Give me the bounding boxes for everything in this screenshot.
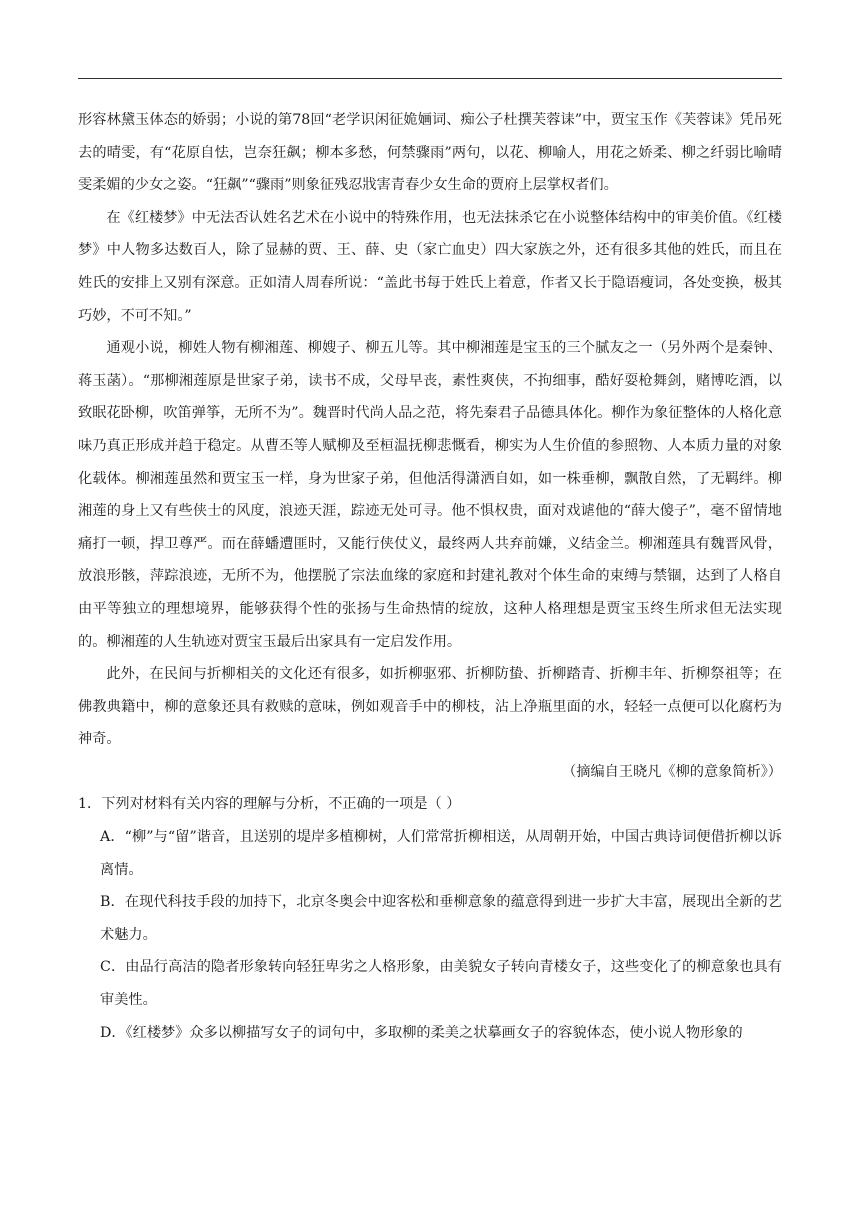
paragraph-3: 通观小说，柳姓人物有柳湘莲、柳嫂子、柳五儿等。其中柳湘莲是宝玉的三个腻友之一（另外两个是秦钟、蒋玉菡）。“那柳湘莲原是世家子弟，读书不成，父母早丧，素性爽侠，不拘细事，酷好耍枪舞剑，赌博吃酒，以致眠花卧柳，吹笛弹筝，无所不为”。魏晋时代尚人品之范，将先秦君子品德具体化。柳作为象征整体的人格化意味乃真正形成并趋于稳定。从曹丕等人赋柳及至桓温抚柳悲慨看，柳实为人生价值的参照物、人本质力量的对象化载体。柳湘莲虽然和贾宝玉一样，身为世家子弟，但他活得潇洒自如，如一株垂柳，飘散自然，了无羁绊。柳湘莲的身上又有些侠士的风度，浪迹天涯，踪迹无处可寻。他不惧权贵，面对戏谑他的“薛大傻子”，毫不留情地痛打一顿，捍卫尊严。而在薛蟠遭匪时，又能行侠仗义，最终两人共弃前嫌，义结金兰。柳湘莲具有魏晋风骨，放浪形骸，萍踪浪迹，无所不为，他摆脱了宗法血缘的家庭和封建礼教对个体生命的束缚与禁锢，达到了人格自由平等独立的理想境界，能够获得个性的张扬与生命热情的绽放，这种人格理想是贾宝玉终生所求但无法实现的。柳湘莲的人生轨迹对贾宝玉最后出家具有一定启发作用。 [78, 340, 782, 650]
source-citation: （摘编自王晓凡《柳的意象简析》） [562, 763, 782, 780]
option-a: A．“柳”与“留”谐音，且送别的堤岸多植柳树，人们常常折柳相送，从周朝开始，中国古典诗词便借折柳以诉离情。 [100, 829, 782, 878]
paragraph-1: 形容林黛玉体态的娇弱；小说的第78回“老学识闲征姽婳词、痴公子杜撰芙蓉诔”中，贾宝玉作《芙蓉诔》凭吊死去的晴雯，有“花原自怯，岂奈狂飙；柳本多愁，何禁骤雨”两句，以花、柳喻人，用花之娇柔、柳之纤弱比喻晴雯柔媚的少女之姿。“狂飙”“骤雨”则象征残忍戕害青春少女生命的贾府上层掌权者们。 [78, 112, 782, 194]
option-c: C．由品行高洁的隐者形象转向轻狂卑劣之人格形象，由美貌女子转向青楼女子，这些变化了的柳意象也具有审美性。 [100, 959, 782, 1009]
header-rule [78, 78, 782, 79]
option-b: B．在现代科技手段的加持下，北京冬奥会中迎客松和垂柳意象的蕴意得到进一步扩大丰富，展现出全新的艺术魅力。 [100, 894, 782, 943]
document-body [78, 104, 782, 1049]
paragraph-4: 此外，在民间与折柳相关的文化还有很多，如折柳驱邪、折柳防蛰、折柳踏青、折柳丰年、折柳祭祖等；在佛教典籍中，柳的意象还具有救赎的意味，例如观音手中的柳枝，沾上净瓶里面的水，轻轻一点便可以化腐朽为神奇。 [78, 666, 782, 748]
paragraph-2: 在《红楼梦》中无法否认姓名艺术在小说中的特殊作用，也无法抹杀它在小说整体结构中的审美价值。《红楼梦》中人物多达数百人，除了显赫的贾、王、薛、史（家亡血史）四大家族之外，还有很多其他的姓氏，而且在姓氏的安排上又别有深意。正如清人周春所说：“盖此书每于姓氏上着意，作者又长于隐语瘦词，各处变换，极其巧妙，不可不知。” [78, 209, 782, 324]
option-d: D．《红楼梦》众多以柳描写女子的词句中，多取柳的柔美之状摹画女子的容貌体态，使小说人物形象的 [100, 1024, 743, 1041]
question-stem: 1．下列对材料有关内容的理解与分析，不正确的一项是（ ） [78, 796, 461, 813]
